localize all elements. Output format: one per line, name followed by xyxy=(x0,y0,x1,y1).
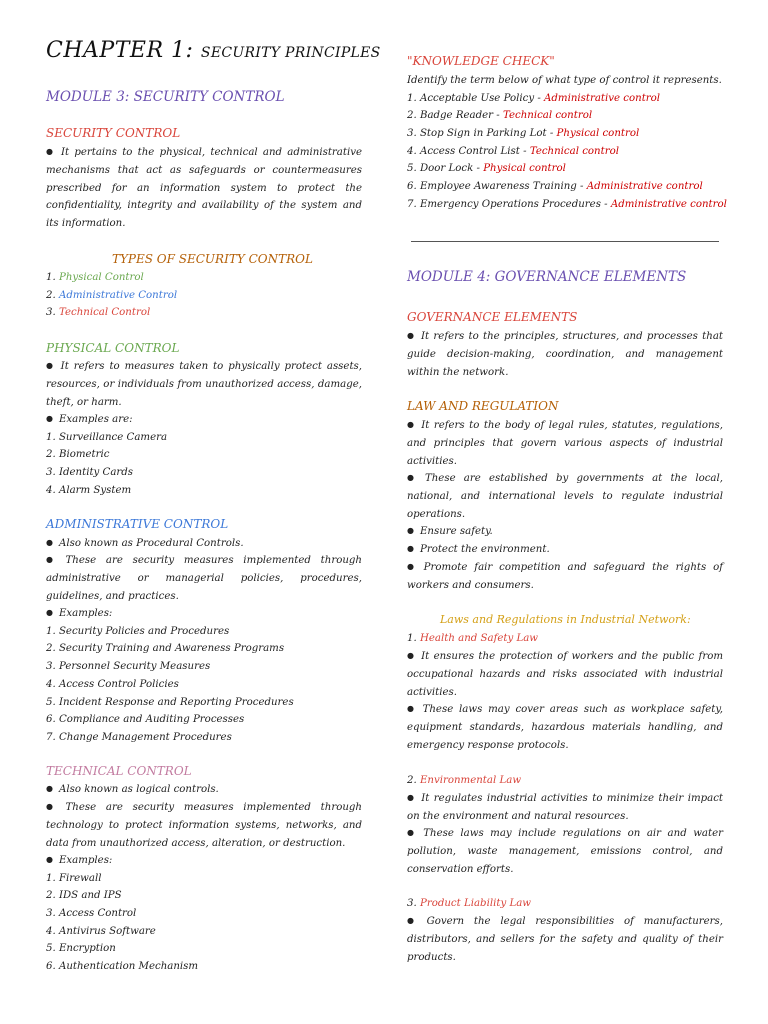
administrative-example: 4. Access Control Policies xyxy=(46,679,179,690)
physical-text: ● It refers to measures taken to physically protect assets, resources, or individuals from unauthorized access, damage, theft, or harm. xyxy=(46,358,362,411)
types-item-1: 1. Physical Control xyxy=(46,272,144,283)
types-heading: TYPES OF SECURITY CONTROL xyxy=(112,252,313,266)
section-divider xyxy=(411,241,719,242)
product-bullet: ● Govern the legal responsibilities of manufacturers, distributors, and sellers for the safety and quality of their products. xyxy=(407,913,723,966)
environmental-law-title: 2. Environmental Law xyxy=(407,775,522,786)
law-bullet: ● Protect the environment. xyxy=(407,541,550,559)
technical-example: 4. Antivirus Software xyxy=(46,926,156,937)
security-control-heading: SECURITY CONTROL xyxy=(46,126,181,140)
law-heading: LAW AND REGULATION xyxy=(407,399,559,413)
physical-example: 2. Biometric xyxy=(46,449,110,460)
technical-example: 2. IDS and IPS xyxy=(46,890,122,901)
industrial-heading: Laws and Regulations in Industrial Network: xyxy=(440,613,691,626)
health-safety-law-title: 1. Health and Safety Law xyxy=(407,633,539,644)
physical-example: 4. Alarm System xyxy=(46,485,132,496)
knowledge-check-item: 6. Employee Awareness Training - Administrative control xyxy=(407,181,703,192)
technical-example: 5. Encryption xyxy=(46,943,116,954)
physical-heading: PHYSICAL CONTROL xyxy=(46,341,180,355)
physical-examples-label: ● Examples are: xyxy=(46,411,133,429)
administrative-examples-label: ● Examples: xyxy=(46,605,112,623)
law-bullet: ● It refers to the body of legal rules, statutes, regulations, and principles that govern various aspects of industrial activities. xyxy=(407,417,723,470)
administrative-heading: ADMINISTRATIVE CONTROL xyxy=(46,517,229,531)
knowledge-check-item: 1. Acceptable Use Policy - Administrative control xyxy=(407,93,661,104)
governance-heading: GOVERNANCE ELEMENTS xyxy=(407,310,578,324)
types-item-3: 3. Technical Control xyxy=(46,307,151,318)
knowledge-check-heading: "KNOWLEDGE CHECK" xyxy=(407,54,555,68)
administrative-aka: ● Also known as Procedural Controls. xyxy=(46,535,244,553)
knowledge-check-item: 5. Door Lock - Physical control xyxy=(407,163,566,174)
types-item-2: 2. Administrative Control xyxy=(46,290,178,301)
technical-example: 3. Access Control xyxy=(46,908,137,919)
technical-aka: ● Also known as logical controls. xyxy=(46,781,219,799)
administrative-example: 1. Security Policies and Procedures xyxy=(46,626,230,637)
chapter-title: CHAPTER 1: SECURITY PRINCIPLES xyxy=(46,38,381,63)
law-bullet: ● Promote fair competition and safeguard the rights of workers and consumers. xyxy=(407,559,723,595)
administrative-text: ● These are security measures implemented through administrative or managerial policies, procedures, guidelines, and practices. xyxy=(46,552,362,605)
knowledge-check-instruction: Identify the term below of what type of control it represents. xyxy=(407,75,722,86)
product-liability-law-title: 3. Product Liability Law xyxy=(407,898,532,909)
governance-text: ● It refers to the principles, structures, and processes that guide decision-making, coordination, and management within the network. xyxy=(407,328,723,381)
health-bullet: ● These laws may cover areas such as workplace safety, equipment standards, hazardous materials handling, and emergency response protocols. xyxy=(407,701,723,754)
knowledge-check-item: 2. Badge Reader - Technical control xyxy=(407,110,593,121)
law-bullet: ● These are established by governments at the local, national, and international levels to regulate industrial operations. xyxy=(407,470,723,523)
health-bullet: ● It ensures the protection of workers and the public from occupational hazards and risks associated with industrial activities. xyxy=(407,648,723,701)
knowledge-check-item: 7. Emergency Operations Procedures - Administrative control xyxy=(407,199,727,210)
administrative-example: 5. Incident Response and Reporting Procedures xyxy=(46,697,294,708)
knowledge-check-item: 3. Stop Sign in Parking Lot - Physical control xyxy=(407,128,640,139)
environmental-bullet: ● These laws may include regulations on air and water pollution, waste management, emissions control, and conservation efforts. xyxy=(407,825,723,878)
module4-heading: MODULE 4: GOVERNANCE ELEMENTS xyxy=(407,269,687,285)
technical-example: 1. Firewall xyxy=(46,873,102,884)
technical-heading: TECHNICAL CONTROL xyxy=(46,764,192,778)
environmental-bullet: ● It regulates industrial activities to minimize their impact on the environment and natural resources. xyxy=(407,790,723,826)
knowledge-check-item: 4. Access Control List - Technical control xyxy=(407,146,619,157)
technical-text: ● These are security measures implemented through technology to protect information systems, networks, and data from unauthorized access, alteration, or destruction. xyxy=(46,799,362,852)
administrative-example: 6. Compliance and Auditing Processes xyxy=(46,714,245,725)
physical-example: 3. Identity Cards xyxy=(46,467,134,478)
security-control-text: ● It pertains to the physical, technical and administrative mechanisms that act as safeguards or countermeasures prescribed for an information system to protect the confidentiality, integrity and availability of the system and its information. xyxy=(46,144,362,233)
technical-example: 6. Authentication Mechanism xyxy=(46,961,199,972)
law-bullet: ● Ensure safety. xyxy=(407,523,493,541)
technical-examples-label: ● Examples: xyxy=(46,852,112,870)
module3-heading: MODULE 3: SECURITY CONTROL xyxy=(46,89,285,105)
administrative-example: 2. Security Training and Awareness Programs xyxy=(46,643,285,654)
administrative-example: 3. Personnel Security Measures xyxy=(46,661,211,672)
administrative-example: 7. Change Management Procedures xyxy=(46,732,232,743)
physical-example: 1. Surveillance Camera xyxy=(46,432,168,443)
